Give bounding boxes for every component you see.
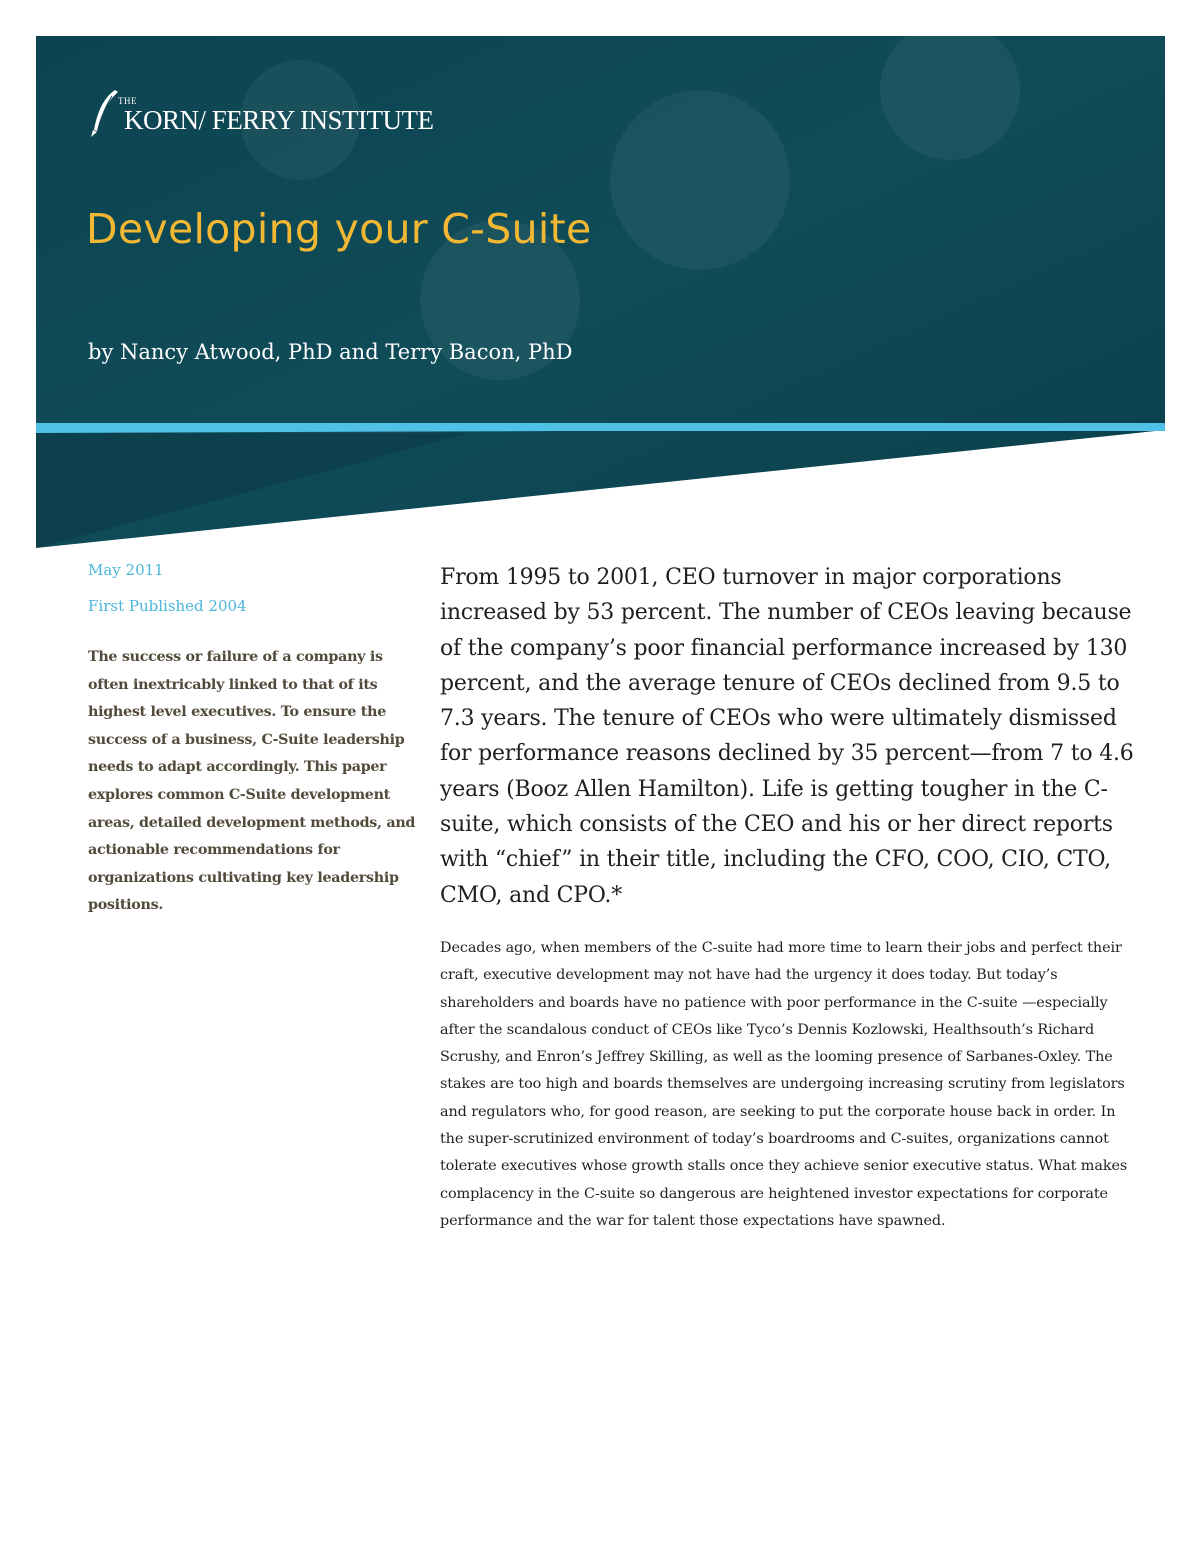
logo bbox=[88, 88, 434, 138]
header-banner bbox=[0, 0, 1200, 560]
first-published: First Published 2004 bbox=[88, 597, 247, 615]
logo-prefix: THE bbox=[118, 96, 137, 106]
quill-icon bbox=[88, 88, 122, 138]
sidebar bbox=[88, 560, 418, 920]
main-content bbox=[440, 560, 1140, 1235]
publish-date: May 2011 bbox=[88, 561, 164, 579]
logo-text: KORN/ FERRY INSTITUTE bbox=[124, 105, 434, 135]
document-title: Developing your C-Suite bbox=[86, 205, 592, 253]
abstract-summary: The success or failure of a company is often inextricably linked to that of its highest level executives. To ensure the success of a business, C-Suite leadership needs to adapt accordingly. This paper explores common C-Suite development areas, detailed development methods, and actionable recommendations for organizations cultivating key leadership positions. bbox=[88, 649, 416, 914]
body-paragraph: Decades ago, when members of the C-suite had more time to learn their jobs and perfect their craft, executive development may not have had the urgency it does today. But today’s shareholders and boards have no patience with poor performance in the C-suite —especially after the scandalous conduct of CEOs like Tyco’s Dennis Kozlowski, Healthsouth’s Richard Scrushy, and Enron’s Jeffrey Skilling, as well as the looming presence of Sarbanes-Oxley. The stakes are too high and boards themselves are undergoing increasing scrutiny from legislators and regulators who, for good reason, are seeking to put the corporate house back in order. In the super-scrutinized environment of today’s boardrooms and C-suites, organizations cannot tolerate executives whose growth stalls once they achieve senior executive status. What makes complacency in the C-suite so dangerous are heightened investor expectations for corporate performance and the war for talent those expectations have spawned. bbox=[440, 939, 1128, 1229]
lead-paragraph: From 1995 to 2001, CEO turnover in major corporations increased by 53 percent. The number of CEOs leaving because of the company’s poor financial performance increased by 130 percent, and the average tenure of CEOs declined from 9.5 to 7.3 years. The tenure of CEOs who were ultimately dismissed for performance reasons declined by 35 percent—from 7 to 4.6 years (Booz Allen Hamilton). Life is getting tougher in the C-suite, which consists of the CEO and his or her direct reports with “chief” in their title, including the CFO, COO, CIO, CTO, CMO, and CPO.* bbox=[440, 565, 1134, 908]
authors-line: by Nancy Atwood, PhD and Terry Bacon, PhD bbox=[88, 340, 573, 364]
